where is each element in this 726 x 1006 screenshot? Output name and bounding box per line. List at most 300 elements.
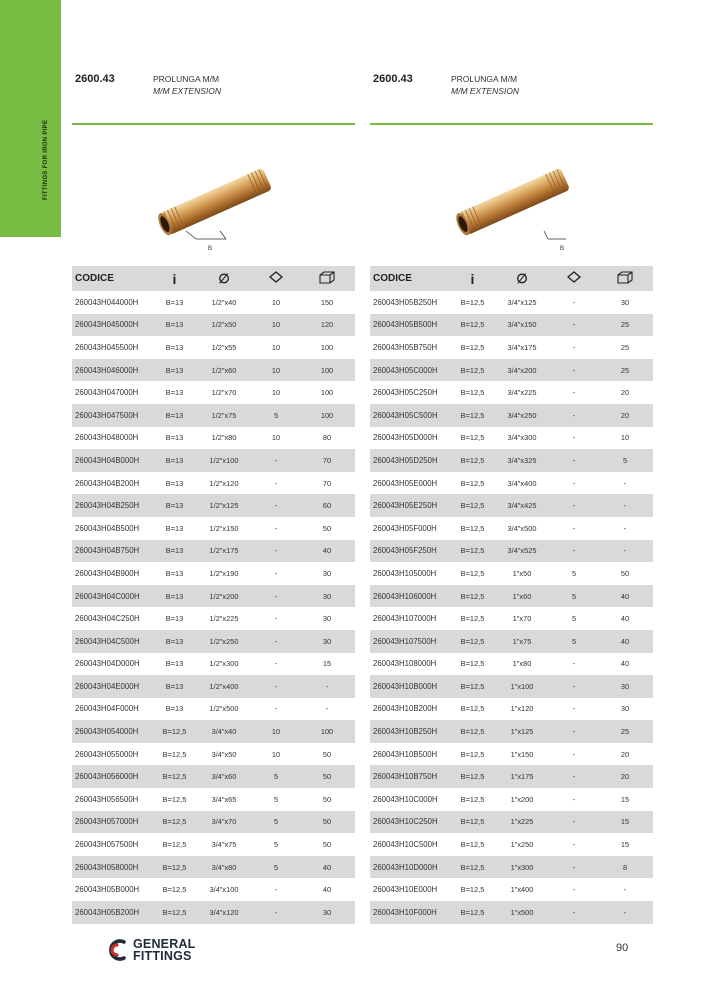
cell-pack: - bbox=[572, 794, 576, 804]
cell-pack: - bbox=[572, 478, 576, 488]
cell-box: 70 bbox=[299, 449, 355, 472]
table-row bbox=[370, 765, 653, 788]
cell-code: 260043H04C250H bbox=[75, 614, 140, 624]
cell-code: 260043H04C000H bbox=[72, 585, 154, 608]
cell-pack: 5 bbox=[551, 585, 597, 608]
cell-b: B=12,5 bbox=[460, 659, 485, 669]
cell-pack: 10 bbox=[271, 433, 281, 443]
cell-pack: - bbox=[572, 885, 576, 895]
table-row bbox=[370, 562, 653, 585]
cell-pack: 5 bbox=[571, 568, 577, 578]
cell-code: 260043H10E000H bbox=[373, 885, 438, 895]
cell-size: 1/2"x50 bbox=[195, 314, 253, 337]
cell-pack: - bbox=[274, 478, 278, 488]
cell-size: 3/4"x120 bbox=[195, 901, 253, 924]
cell-size: 3/4"x150 bbox=[493, 314, 551, 337]
cell-b: B=12,5 bbox=[460, 478, 485, 488]
table-row bbox=[370, 472, 653, 495]
table-row bbox=[370, 653, 653, 676]
cell-pack: - bbox=[253, 494, 299, 517]
cell-box: 40 bbox=[620, 659, 630, 669]
cell-pack: 5 bbox=[253, 811, 299, 834]
cell-b: B=13 bbox=[154, 585, 195, 608]
cell-pack: - bbox=[551, 720, 597, 743]
cell-pack: 10 bbox=[271, 749, 281, 759]
cell-pack: - bbox=[551, 359, 597, 382]
table-row bbox=[370, 856, 653, 879]
cell-b: B=12,5 bbox=[452, 449, 493, 472]
cell-b: B=12,5 bbox=[452, 720, 493, 743]
cell-size: 1/2"x190 bbox=[209, 568, 239, 578]
table-body bbox=[72, 291, 355, 924]
cell-pack: - bbox=[551, 675, 597, 698]
cell-pack: 10 bbox=[271, 388, 281, 398]
table-row bbox=[72, 359, 355, 382]
cell-pack: - bbox=[551, 901, 597, 924]
cell-pack: - bbox=[551, 811, 597, 834]
cell-box: 15 bbox=[322, 659, 332, 669]
cell-box: 40 bbox=[299, 540, 355, 563]
cell-size: 3/4"x325 bbox=[493, 449, 551, 472]
cell-size: 3/4"x65 bbox=[211, 794, 237, 804]
cell-code: 260043H10C000H bbox=[373, 794, 438, 804]
cell-box: 100 bbox=[299, 359, 355, 382]
table-row bbox=[370, 630, 653, 653]
cell-b: B=12,5 bbox=[460, 433, 485, 443]
spec-table bbox=[72, 266, 355, 924]
cell-box: 20 bbox=[597, 404, 653, 427]
table-row bbox=[370, 449, 653, 472]
cell-pack: 10 bbox=[253, 359, 299, 382]
cell-b: B=12,5 bbox=[452, 404, 493, 427]
table-row bbox=[72, 585, 355, 608]
table-row bbox=[72, 291, 355, 314]
cell-code: 260043H057500H bbox=[75, 840, 139, 850]
cell-code: 260043H10B000H bbox=[370, 675, 452, 698]
cell-b: B=12,5 bbox=[452, 811, 493, 834]
cell-b: B=12,5 bbox=[452, 314, 493, 337]
product-code: 2600.43 bbox=[373, 73, 413, 85]
cell-pack: - bbox=[572, 840, 576, 850]
cell-box: 8 bbox=[597, 856, 653, 879]
cell-code: 260043H056500H bbox=[75, 794, 139, 804]
cell-code: 260043H108000H bbox=[373, 659, 437, 669]
cell-b: B=12,5 bbox=[460, 297, 485, 307]
box-icon bbox=[299, 266, 355, 291]
table-row bbox=[370, 811, 653, 834]
pipe-extension-image bbox=[142, 131, 292, 255]
cell-code: 260043H05C000H bbox=[370, 359, 452, 382]
sidebar-tab bbox=[0, 0, 61, 237]
cell-b: B=12,5 bbox=[452, 856, 493, 879]
cell-code: 260043H05E000H bbox=[373, 478, 438, 488]
table-row bbox=[72, 449, 355, 472]
cell-size: 3/4"x175 bbox=[507, 342, 537, 352]
cell-code: 260043H10C500H bbox=[373, 840, 438, 850]
cell-pack: - bbox=[274, 568, 278, 578]
cell-size: 3/4"x60 bbox=[195, 765, 253, 788]
table-row bbox=[72, 472, 355, 495]
cell-box: 100 bbox=[320, 342, 334, 352]
cell-box: 20 bbox=[620, 388, 630, 398]
cell-b: B=12,5 bbox=[460, 614, 485, 624]
cell-size: 1/2"x40 bbox=[211, 297, 237, 307]
cell-code: 260043H107000H bbox=[373, 614, 437, 624]
cell-size: 1/2"x55 bbox=[211, 342, 237, 352]
cell-b: B=12,5 bbox=[460, 885, 485, 895]
cell-size: 3/4"x100 bbox=[209, 885, 239, 895]
cell-size: 3/4"x40 bbox=[195, 720, 253, 743]
cell-size: 1"x120 bbox=[510, 704, 534, 714]
cell-pack: - bbox=[274, 659, 278, 669]
cell-b: B=13 bbox=[165, 433, 184, 443]
table-row bbox=[370, 427, 653, 450]
cell-box: 30 bbox=[322, 614, 332, 624]
cell-code: 260043H04F000H bbox=[75, 704, 139, 714]
cell-box: 30 bbox=[597, 675, 653, 698]
table-row bbox=[72, 720, 355, 743]
header-code: CODICE bbox=[370, 266, 452, 291]
cell-code: 260043H05D250H bbox=[370, 449, 452, 472]
description-it: PROLUNGA M/M bbox=[451, 74, 518, 84]
cell-pack: - bbox=[274, 704, 278, 714]
box-icon bbox=[597, 266, 653, 291]
cell-b: B=12,5 bbox=[162, 840, 187, 850]
table-row bbox=[72, 653, 355, 676]
cell-code: 260043H045000H bbox=[72, 314, 154, 337]
cell-box: 15 bbox=[620, 794, 630, 804]
cell-pack: 5 bbox=[273, 794, 279, 804]
cell-box: 30 bbox=[299, 901, 355, 924]
table-row bbox=[72, 404, 355, 427]
cell-b: B=13 bbox=[165, 659, 184, 669]
cell-code: 260043H05B200H bbox=[72, 901, 154, 924]
cell-code: 260043H05E250H bbox=[370, 494, 452, 517]
cell-code: 260043H057000H bbox=[72, 811, 154, 834]
cell-pack: - bbox=[551, 494, 597, 517]
cell-box: 20 bbox=[620, 749, 630, 759]
cell-pack: - bbox=[551, 765, 597, 788]
cell-box: 100 bbox=[299, 404, 355, 427]
description-en: M/M EXTENSION bbox=[451, 86, 520, 96]
cell-size: 1"x200 bbox=[510, 794, 534, 804]
cell-code: 260043H047000H bbox=[75, 388, 139, 398]
cell-box: - bbox=[325, 704, 329, 714]
cell-code: 260043H10B200H bbox=[373, 704, 438, 714]
diameter-icon: ∅ bbox=[195, 266, 253, 291]
cell-b: B=12,5 bbox=[460, 794, 485, 804]
cell-code: 260043H04B900H bbox=[75, 568, 140, 578]
cell-box: 30 bbox=[620, 297, 630, 307]
description-en: M/M EXTENSION bbox=[153, 86, 222, 96]
table-row bbox=[72, 743, 355, 766]
cell-size: 1/2"x75 bbox=[195, 404, 253, 427]
cell-code: 260043H10B500H bbox=[373, 749, 438, 759]
cell-b: B=13 bbox=[165, 297, 184, 307]
cell-box: - bbox=[597, 494, 653, 517]
cell-pack: - bbox=[572, 704, 576, 714]
cell-b: B=12,5 bbox=[452, 585, 493, 608]
table-row bbox=[370, 517, 653, 540]
cell-size: 1"x500 bbox=[493, 901, 551, 924]
cell-size: 3/4"x125 bbox=[507, 297, 537, 307]
cell-pack: - bbox=[253, 901, 299, 924]
cell-size: 1/2"x70 bbox=[211, 388, 237, 398]
cell-size: 1"x50 bbox=[512, 568, 532, 578]
cell-pack: 5 bbox=[253, 765, 299, 788]
cell-b: B=12,5 bbox=[452, 359, 493, 382]
cell-size: 3/4"x200 bbox=[493, 359, 551, 382]
cell-b: B=13 bbox=[165, 568, 184, 578]
table-row bbox=[72, 788, 355, 811]
cell-code: 260043H054000H bbox=[72, 720, 154, 743]
cell-code: 260043H05F000H bbox=[373, 523, 437, 533]
cell-code: 260043H107500H bbox=[370, 630, 452, 653]
cell-code: 260043H04E000H bbox=[72, 675, 154, 698]
cell-size: 1"x150 bbox=[510, 749, 534, 759]
cell-pack: - bbox=[274, 885, 278, 895]
cell-b: B=12,5 bbox=[460, 342, 485, 352]
cell-code: 260043H10B250H bbox=[370, 720, 452, 743]
table-row bbox=[370, 359, 653, 382]
table-row bbox=[370, 698, 653, 721]
cell-code: 260043H105000H bbox=[373, 568, 437, 578]
cell-code: 260043H047500H bbox=[72, 404, 154, 427]
cell-b: B=12,5 bbox=[460, 749, 485, 759]
diamond-icon bbox=[551, 266, 597, 291]
cell-code: 260043H05C500H bbox=[370, 404, 452, 427]
cell-box: 10 bbox=[620, 433, 630, 443]
cell-size: 1"x80 bbox=[512, 659, 532, 669]
cell-b: B=13 bbox=[154, 494, 195, 517]
cell-size: 3/4"x425 bbox=[493, 494, 551, 517]
cell-pack: 5 bbox=[571, 614, 577, 624]
cell-b: B=12,5 bbox=[452, 901, 493, 924]
cell-b: B=12,5 bbox=[460, 568, 485, 578]
cell-box: 50 bbox=[322, 749, 332, 759]
cell-pack: - bbox=[572, 297, 576, 307]
cell-code: 260043H045500H bbox=[75, 342, 139, 352]
cell-b: B=12,5 bbox=[460, 388, 485, 398]
table-row bbox=[370, 381, 653, 404]
cell-pack: - bbox=[572, 342, 576, 352]
cell-box: 15 bbox=[597, 811, 653, 834]
cell-b: B=13 bbox=[165, 614, 184, 624]
cell-code: 260043H10B750H bbox=[370, 765, 452, 788]
cell-size: 1/2"x250 bbox=[195, 630, 253, 653]
cell-b: B=13 bbox=[154, 359, 195, 382]
cell-b: B=12,5 bbox=[452, 630, 493, 653]
cell-box: 50 bbox=[322, 794, 332, 804]
info-icon: i bbox=[452, 266, 493, 291]
cell-pack: - bbox=[551, 540, 597, 563]
diamond-icon bbox=[253, 266, 299, 291]
cell-b: B=13 bbox=[165, 704, 184, 714]
cell-code: 260043H04B750H bbox=[72, 540, 154, 563]
pipe-extension-image bbox=[440, 131, 590, 255]
cell-box: 25 bbox=[620, 342, 630, 352]
cell-code: 260043H05B750H bbox=[373, 342, 438, 352]
cell-b: B=12,5 bbox=[154, 856, 195, 879]
cell-pack: - bbox=[551, 314, 597, 337]
cell-box: 25 bbox=[597, 720, 653, 743]
table-row bbox=[370, 833, 653, 856]
cell-box: 40 bbox=[597, 630, 653, 653]
cell-size: 1"x225 bbox=[493, 811, 551, 834]
cell-size: 3/4"x500 bbox=[507, 523, 537, 533]
cell-box: - bbox=[623, 478, 627, 488]
cell-size: 1/2"x150 bbox=[209, 523, 239, 533]
cell-pack: 5 bbox=[551, 630, 597, 653]
table-header-row bbox=[72, 266, 355, 291]
table-row bbox=[72, 811, 355, 834]
cell-code: 260043H05B000H bbox=[75, 885, 140, 895]
cell-size: 1"x75 bbox=[493, 630, 551, 653]
cell-size: 1"x60 bbox=[493, 585, 551, 608]
brand-name bbox=[133, 938, 196, 962]
cell-size: 3/4"x70 bbox=[195, 811, 253, 834]
table-row bbox=[72, 494, 355, 517]
cell-box: 50 bbox=[620, 568, 630, 578]
section-divider bbox=[72, 123, 355, 125]
page-number: 90 bbox=[616, 942, 629, 954]
table-row bbox=[370, 336, 653, 359]
table-row bbox=[370, 675, 653, 698]
cell-b: B=12,5 bbox=[452, 675, 493, 698]
cell-pack: - bbox=[274, 523, 278, 533]
table-row bbox=[72, 314, 355, 337]
cell-b: B=12,5 bbox=[162, 794, 187, 804]
header-code: CODICE bbox=[72, 266, 154, 291]
cell-size: 3/4"x250 bbox=[493, 404, 551, 427]
cell-code: 260043H04D000H bbox=[75, 659, 140, 669]
table-row bbox=[370, 607, 653, 630]
cell-size: 1/2"x80 bbox=[211, 433, 237, 443]
cell-size: 1/2"x100 bbox=[195, 449, 253, 472]
cell-pack: - bbox=[253, 540, 299, 563]
description-it: PROLUNGA M/M bbox=[153, 74, 220, 84]
cell-pack: - bbox=[572, 749, 576, 759]
cell-box: - bbox=[597, 901, 653, 924]
cell-pack: - bbox=[551, 449, 597, 472]
diameter-icon: ∅ bbox=[493, 266, 551, 291]
cell-code: 260043H056000H bbox=[72, 765, 154, 788]
table-row bbox=[72, 540, 355, 563]
cell-code: 260043H05B250H bbox=[373, 297, 438, 307]
cell-size: 3/4"x400 bbox=[507, 478, 537, 488]
table-row bbox=[72, 675, 355, 698]
cell-b: B=12,5 bbox=[460, 523, 485, 533]
cell-b: B=12,5 bbox=[452, 494, 493, 517]
cell-code: 260043H044000H bbox=[75, 297, 139, 307]
brand-line-2: FITTINGS bbox=[133, 949, 192, 963]
cell-b: B=13 bbox=[154, 404, 195, 427]
cell-pack: 10 bbox=[271, 297, 281, 307]
cell-box: 50 bbox=[299, 765, 355, 788]
cell-pack: 5 bbox=[273, 840, 279, 850]
cell-b: B=12,5 bbox=[154, 765, 195, 788]
dimension-label: B bbox=[208, 246, 213, 252]
cell-box: - bbox=[623, 523, 627, 533]
cell-box: 40 bbox=[322, 885, 332, 895]
cell-pack: - bbox=[253, 630, 299, 653]
cell-b: B=12,5 bbox=[162, 749, 187, 759]
cell-b: B=12,5 bbox=[154, 811, 195, 834]
cell-code: 260043H04B000H bbox=[72, 449, 154, 472]
table-row bbox=[72, 833, 355, 856]
cell-box: 15 bbox=[620, 840, 630, 850]
cell-pack: - bbox=[572, 433, 576, 443]
cell-b: B=12,5 bbox=[154, 901, 195, 924]
cell-code: 260043H04B500H bbox=[75, 523, 140, 533]
cell-b: B=13 bbox=[154, 630, 195, 653]
cell-code: 260043H04C500H bbox=[72, 630, 154, 653]
table-row bbox=[370, 291, 653, 314]
dimension-label: B bbox=[560, 246, 565, 252]
cell-b: B=12,5 bbox=[162, 885, 187, 895]
cell-size: 1/2"x125 bbox=[195, 494, 253, 517]
cell-box: 40 bbox=[299, 856, 355, 879]
cell-box: 20 bbox=[597, 765, 653, 788]
cell-box: 40 bbox=[620, 614, 630, 624]
cell-b: B=12,5 bbox=[452, 540, 493, 563]
cell-box: 100 bbox=[320, 388, 334, 398]
cell-b: B=13 bbox=[165, 342, 184, 352]
cell-size: 1"x70 bbox=[512, 614, 532, 624]
table-row bbox=[72, 562, 355, 585]
cell-size: 1/2"x175 bbox=[195, 540, 253, 563]
table-row bbox=[370, 720, 653, 743]
cell-code: 260043H04B200H bbox=[75, 478, 140, 488]
cell-b: B=13 bbox=[154, 540, 195, 563]
cell-box: 30 bbox=[620, 704, 630, 714]
brand-line-1: GENERAL bbox=[133, 937, 196, 951]
cell-code: 260043H055000H bbox=[75, 749, 139, 759]
cell-size: 1"x250 bbox=[510, 840, 534, 850]
table-row bbox=[72, 878, 355, 901]
cell-box: 40 bbox=[597, 585, 653, 608]
cell-box: 50 bbox=[322, 840, 332, 850]
cell-pack: - bbox=[572, 388, 576, 398]
cell-size: 1"x100 bbox=[493, 675, 551, 698]
cell-b: B=13 bbox=[154, 314, 195, 337]
table-row bbox=[370, 540, 653, 563]
cell-size: 3/4"x300 bbox=[507, 433, 537, 443]
section-divider bbox=[370, 123, 653, 125]
cell-box: 150 bbox=[320, 297, 334, 307]
table-row bbox=[370, 585, 653, 608]
table-row bbox=[370, 743, 653, 766]
cell-box: 80 bbox=[322, 433, 332, 443]
cell-box: 50 bbox=[322, 523, 332, 533]
table-row bbox=[72, 607, 355, 630]
cell-box: 30 bbox=[299, 630, 355, 653]
cell-code: 260043H10C250H bbox=[370, 811, 452, 834]
table-row bbox=[72, 336, 355, 359]
cell-pack: - bbox=[253, 449, 299, 472]
cell-code: 260043H05D000H bbox=[373, 433, 438, 443]
cell-box: 25 bbox=[597, 314, 653, 337]
cell-pack: - bbox=[572, 659, 576, 669]
cell-size: 1/2"x200 bbox=[195, 585, 253, 608]
cell-box: - bbox=[597, 540, 653, 563]
cell-size: 1/2"x60 bbox=[195, 359, 253, 382]
cell-pack: 5 bbox=[253, 404, 299, 427]
info-icon: i bbox=[154, 266, 195, 291]
cell-pack: - bbox=[253, 585, 299, 608]
sidebar-label: FITTINGS FOR IRON PIPE bbox=[43, 119, 49, 200]
cell-b: B=12,5 bbox=[452, 765, 493, 788]
